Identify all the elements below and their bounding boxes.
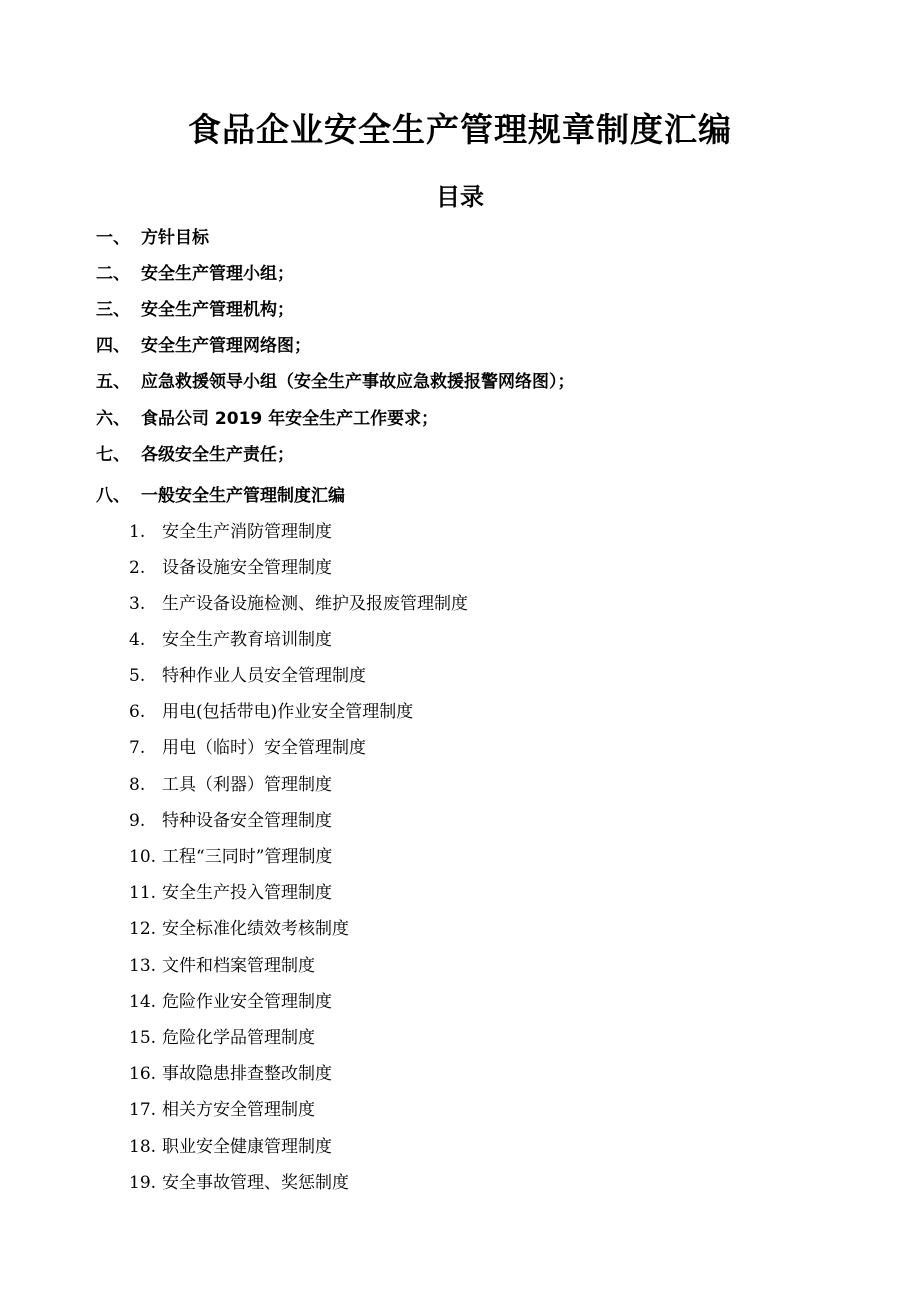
subitem-label: 工程“三同时”管理制度	[162, 847, 333, 867]
subitem-number: 3.	[129, 594, 146, 614]
toc-section	[96, 368, 575, 396]
subitem-number: 11.	[129, 883, 157, 903]
subitem-label: 工具（利器）管理制度	[162, 775, 332, 795]
section-label: 安全生产管理机构；	[141, 300, 294, 320]
subitem-label: 生产设备设施检测、维护及报废管理制度	[162, 594, 468, 614]
toc-section	[96, 332, 311, 360]
section-number: 七、	[96, 445, 130, 465]
subitem-number: 18.	[129, 1137, 157, 1157]
section-number: 八、	[96, 486, 130, 506]
section-number: 二、	[96, 264, 130, 284]
section-number: 五、	[96, 372, 130, 392]
subitem-label: 用电(包括带电)作业安全管理制度	[162, 702, 414, 722]
toc-subitem	[129, 843, 332, 871]
subitem-number: 16.	[129, 1064, 157, 1084]
section-label: 各级安全生产责任；	[141, 445, 294, 465]
toc-subitem	[129, 626, 332, 654]
toc-subitem	[129, 734, 366, 762]
subitem-number: 19.	[129, 1173, 157, 1193]
subitem-number: 2.	[129, 558, 146, 578]
toc-section	[96, 260, 294, 288]
section-number: 一、	[96, 228, 130, 248]
subitem-number: 6.	[129, 702, 146, 722]
subitem-number: 10.	[129, 847, 157, 867]
toc-subitem	[129, 554, 332, 582]
subitem-label: 文件和档案管理制度	[162, 956, 315, 976]
toc-subitem	[129, 698, 413, 726]
section-label: 食品公司 2019 年安全生产工作要求；	[141, 409, 439, 429]
section-label: 安全生产管理小组；	[141, 264, 294, 284]
subitem-label: 危险作业安全管理制度	[162, 992, 332, 1012]
toc-subitem	[129, 771, 332, 799]
subitem-label: 安全事故管理、奖惩制度	[162, 1173, 349, 1193]
subitem-number: 5.	[129, 666, 146, 686]
subitem-number: 9.	[129, 811, 146, 831]
subitem-label: 特种设备安全管理制度	[162, 811, 332, 831]
subitem-label: 用电（临时）安全管理制度	[162, 738, 366, 758]
toc-subitem	[129, 590, 468, 618]
section-number: 四、	[96, 336, 130, 356]
section-label: 方针目标	[141, 228, 209, 248]
subitem-number: 17.	[129, 1100, 157, 1120]
toc-section	[96, 482, 345, 510]
subitem-number: 12.	[129, 919, 157, 939]
subitem-label: 危险化学品管理制度	[162, 1028, 315, 1048]
section-number: 六、	[96, 409, 130, 429]
toc-subitem	[129, 1169, 349, 1197]
subitem-number: 1.	[129, 522, 146, 542]
subitem-label: 职业安全健康管理制度	[162, 1137, 332, 1157]
toc-section	[96, 296, 294, 324]
toc-subitem	[129, 1133, 332, 1161]
toc-subitem	[129, 915, 349, 943]
section-label: 应急救援领导小组（安全生产事故应急救援报警网络图）；	[141, 372, 575, 392]
document-title: 食品企业安全生产管理规章制度汇编	[188, 110, 732, 149]
subitem-label: 安全生产投入管理制度	[162, 883, 332, 903]
toc-subitem	[129, 988, 332, 1016]
subitem-label: 事故隐患排查整改制度	[162, 1064, 332, 1084]
subitem-label: 设备设施安全管理制度	[162, 558, 332, 578]
section-label: 安全生产管理网络图；	[141, 336, 311, 356]
subitem-label: 相关方安全管理制度	[162, 1100, 315, 1120]
subitem-label: 安全标准化绩效考核制度	[162, 919, 349, 939]
subitem-number: 4.	[129, 630, 146, 650]
toc-subitem	[129, 1060, 332, 1088]
toc-section	[96, 441, 294, 469]
subitem-label: 安全生产教育培训制度	[162, 630, 332, 650]
subitem-number: 7.	[129, 738, 146, 758]
section-label: 一般安全生产管理制度汇编	[141, 486, 345, 506]
toc-heading: 目录	[436, 182, 484, 211]
toc-subitem	[129, 662, 366, 690]
section-number: 三、	[96, 300, 130, 320]
toc-subitem	[129, 952, 315, 980]
toc-subitem	[129, 518, 332, 546]
toc-subitem	[129, 1024, 315, 1052]
subitem-number: 8.	[129, 775, 146, 795]
toc-section	[96, 224, 209, 252]
subitem-label: 特种作业人员安全管理制度	[162, 666, 366, 686]
subitem-number: 14.	[129, 992, 157, 1012]
subitem-label: 安全生产消防管理制度	[162, 522, 332, 542]
subitem-number: 15.	[129, 1028, 157, 1048]
subitem-number: 13.	[129, 956, 157, 976]
toc-section	[96, 405, 438, 433]
toc-subitem	[129, 1096, 315, 1124]
toc-subitem	[129, 807, 332, 835]
toc-subitem	[129, 879, 332, 907]
